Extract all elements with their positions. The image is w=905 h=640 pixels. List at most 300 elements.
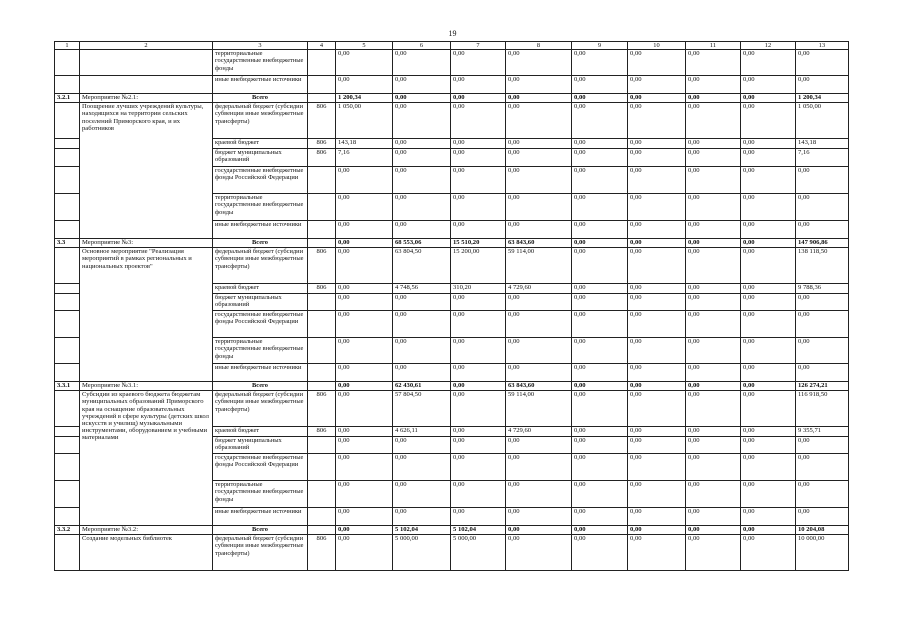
- code-cell: [308, 50, 336, 76]
- amount-cell: 0,00: [628, 294, 686, 311]
- row-number-cell: [55, 481, 80, 508]
- amount-cell: 59 114,00: [506, 391, 572, 427]
- amount-cell: 0,00: [572, 50, 628, 76]
- amount-cell: 0,00: [572, 454, 628, 481]
- measure-name-cell: Основное мероприятие "Реализация мероприятий в рамках региональных и национальных проектов": [80, 248, 213, 382]
- amount-cell: 0,00: [506, 50, 572, 76]
- amount-cell: 0,00: [628, 167, 686, 194]
- amount-cell: 0,00: [336, 50, 393, 76]
- amount-cell: 0,00: [572, 194, 628, 221]
- funding-source-cell: бюджет муниципальных образований: [213, 294, 308, 311]
- amount-cell: 0,00: [741, 508, 796, 526]
- amount-cell: 0,00: [451, 481, 506, 508]
- amount-cell: 0,00: [686, 103, 741, 139]
- amount-cell: 0,00: [741, 382, 796, 391]
- code-cell: 806: [308, 535, 336, 571]
- code-cell: 806: [308, 248, 336, 284]
- amount-cell: 0,00: [393, 76, 451, 94]
- code-cell: [308, 76, 336, 94]
- funding-source-cell: иные внебюджетные источники: [213, 76, 308, 94]
- amount-cell: 0,00: [572, 284, 628, 294]
- measure-name-cell: Мероприятие №3.1:: [80, 382, 213, 391]
- table-row: [55, 103, 849, 139]
- measure-name-cell: Мероприятие №3:: [80, 239, 213, 248]
- amount-cell: 0,00: [506, 167, 572, 194]
- amount-cell: 0,00: [336, 481, 393, 508]
- amount-cell: 0,00: [506, 103, 572, 139]
- amount-cell: 0,00: [796, 454, 849, 481]
- amount-cell: 0,00: [796, 221, 849, 239]
- amount-cell: 0,00: [741, 364, 796, 382]
- table-row: [55, 76, 849, 94]
- amount-cell: 4 729,60: [506, 427, 572, 437]
- amount-cell: 0,00: [628, 427, 686, 437]
- code-cell: [308, 454, 336, 481]
- row-number-cell: [55, 50, 80, 76]
- amount-cell: 0,00: [628, 149, 686, 167]
- row-number-cell: [55, 454, 80, 481]
- funding-source-cell: иные внебюджетные источники: [213, 364, 308, 382]
- funding-source-cell: государственные внебюджетные фонды Российской Федерации: [213, 311, 308, 338]
- amount-cell: 0,00: [741, 103, 796, 139]
- amount-cell: 0,00: [451, 194, 506, 221]
- amount-cell: 0,00: [572, 364, 628, 382]
- amount-cell: 62 430,61: [393, 382, 451, 391]
- amount-cell: 0,00: [393, 221, 451, 239]
- amount-cell: 0,00: [741, 535, 796, 571]
- amount-cell: 0,00: [686, 526, 741, 535]
- amount-cell: 0,00: [506, 311, 572, 338]
- code-cell: 806: [308, 139, 336, 149]
- amount-cell: 0,00: [741, 239, 796, 248]
- amount-cell: 0,00: [686, 76, 741, 94]
- amount-cell: 7,16: [336, 149, 393, 167]
- amount-cell: 0,00: [796, 76, 849, 94]
- amount-cell: 0,00: [451, 311, 506, 338]
- amount-cell: 0,00: [796, 508, 849, 526]
- measure-name-cell: Мероприятие №3.2:: [80, 526, 213, 535]
- amount-cell: 0,00: [451, 454, 506, 481]
- code-cell: [308, 364, 336, 382]
- header-cell: 7: [451, 42, 506, 50]
- header-cell: 9: [572, 42, 628, 50]
- header-cell: 5: [336, 42, 393, 50]
- amount-cell: 0,00: [336, 382, 393, 391]
- measure-name-cell: [80, 50, 213, 76]
- amount-cell: 0,00: [451, 338, 506, 364]
- amount-cell: 0,00: [686, 221, 741, 239]
- amount-cell: 0,00: [451, 94, 506, 103]
- amount-cell: 0,00: [393, 167, 451, 194]
- amount-cell: 0,00: [451, 382, 506, 391]
- funding-source-cell: краевой бюджет: [213, 427, 308, 437]
- amount-cell: 0,00: [628, 454, 686, 481]
- amount-cell: 0,00: [572, 221, 628, 239]
- amount-cell: 0,00: [741, 427, 796, 437]
- amount-cell: 0,00: [628, 364, 686, 382]
- amount-cell: 0,00: [506, 76, 572, 94]
- table-row: [55, 526, 849, 535]
- amount-cell: 0,00: [741, 50, 796, 76]
- code-cell: [308, 338, 336, 364]
- amount-cell: 0,00: [796, 481, 849, 508]
- amount-cell: 0,00: [572, 139, 628, 149]
- amount-cell: 0,00: [628, 284, 686, 294]
- funding-source-cell: Всего: [213, 94, 308, 103]
- measure-name-cell: Мероприятие №2.1:: [80, 94, 213, 103]
- row-number-cell: [55, 221, 80, 239]
- amount-cell: 15 510,20: [451, 239, 506, 248]
- amount-cell: 0,00: [796, 364, 849, 382]
- amount-cell: 9 355,71: [796, 427, 849, 437]
- funding-source-cell: территориальные государственные внебюджетные фонды: [213, 338, 308, 364]
- amount-cell: 0,00: [506, 508, 572, 526]
- header-cell: 13: [796, 42, 849, 50]
- amount-cell: 0,00: [741, 94, 796, 103]
- amount-cell: 0,00: [796, 437, 849, 454]
- amount-cell: 0,00: [686, 139, 741, 149]
- amount-cell: 0,00: [336, 194, 393, 221]
- amount-cell: 0,00: [336, 167, 393, 194]
- amount-cell: 0,00: [506, 338, 572, 364]
- amount-cell: 0,00: [741, 139, 796, 149]
- amount-cell: 0,00: [628, 50, 686, 76]
- amount-cell: 0,00: [336, 311, 393, 338]
- amount-cell: 0,00: [572, 294, 628, 311]
- code-cell: 806: [308, 427, 336, 437]
- amount-cell: 0,00: [393, 294, 451, 311]
- amount-cell: 0,00: [451, 50, 506, 76]
- amount-cell: 0,00: [686, 382, 741, 391]
- amount-cell: 5 102,04: [451, 526, 506, 535]
- funding-source-cell: федеральный бюджет (субсидии субвенции иные межбюджетные трансферты): [213, 248, 308, 284]
- amount-cell: 0,00: [686, 535, 741, 571]
- code-cell: [308, 526, 336, 535]
- amount-cell: 0,00: [506, 364, 572, 382]
- amount-cell: 0,00: [451, 139, 506, 149]
- amount-cell: 0,00: [336, 284, 393, 294]
- amount-cell: 116 918,50: [796, 391, 849, 427]
- amount-cell: 0,00: [628, 194, 686, 221]
- measure-name-cell: Субсидии из краевого бюджета бюджетам муниципальных образований Приморского края на оснащение образовательных учреждений в сфере культуры (детских школ искусств и училищ) музыкальными инструментами, оборудованием и учебными материалами: [80, 391, 213, 526]
- amount-cell: 0,00: [451, 508, 506, 526]
- row-number-cell: [55, 248, 80, 284]
- measure-name-cell: Поощрение лучших учреждений культуры, находящихся на территории сельских поселений Приморского края, и их работников: [80, 103, 213, 239]
- row-number-cell: [55, 139, 80, 149]
- amount-cell: 0,00: [336, 221, 393, 239]
- amount-cell: 0,00: [572, 338, 628, 364]
- amount-cell: 0,00: [572, 427, 628, 437]
- amount-cell: 0,00: [393, 454, 451, 481]
- amount-cell: 0,00: [572, 248, 628, 284]
- table-row: [55, 50, 849, 76]
- measure-name-cell: Создание модельных библиотек: [80, 535, 213, 571]
- row-number-cell: [55, 391, 80, 427]
- amount-cell: 0,00: [506, 221, 572, 239]
- amount-cell: 0,00: [628, 535, 686, 571]
- funding-source-cell: бюджет муниципальных образований: [213, 437, 308, 454]
- amount-cell: 0,00: [336, 508, 393, 526]
- amount-cell: 0,00: [572, 535, 628, 571]
- amount-cell: 1 200,34: [336, 94, 393, 103]
- amount-cell: 0,00: [796, 311, 849, 338]
- amount-cell: 57 804,50: [393, 391, 451, 427]
- code-cell: [308, 382, 336, 391]
- amount-cell: 0,00: [686, 248, 741, 284]
- amount-cell: 0,00: [741, 391, 796, 427]
- amount-cell: 310,20: [451, 284, 506, 294]
- amount-cell: 143,18: [336, 139, 393, 149]
- amount-cell: 0,00: [741, 167, 796, 194]
- amount-cell: 0,00: [336, 437, 393, 454]
- funding-source-cell: территориальные государственные внебюджетные фонды: [213, 481, 308, 508]
- amount-cell: 0,00: [451, 294, 506, 311]
- amount-cell: 0,00: [393, 94, 451, 103]
- amount-cell: 63 843,60: [506, 239, 572, 248]
- amount-cell: 0,00: [741, 311, 796, 338]
- amount-cell: 0,00: [796, 294, 849, 311]
- header-cell: 6: [393, 42, 451, 50]
- code-cell: 806: [308, 103, 336, 139]
- amount-cell: 63 804,50: [393, 248, 451, 284]
- amount-cell: 0,00: [686, 391, 741, 427]
- header-cell: 1: [55, 42, 80, 50]
- amount-cell: 0,00: [393, 481, 451, 508]
- row-number-cell: [55, 311, 80, 338]
- amount-cell: 0,00: [506, 535, 572, 571]
- amount-cell: 0,00: [628, 139, 686, 149]
- funding-source-cell: бюджет муниципальных образований: [213, 149, 308, 167]
- amount-cell: 0,00: [628, 221, 686, 239]
- amount-cell: 10 204,08: [796, 526, 849, 535]
- code-cell: [308, 311, 336, 338]
- row-number-cell: [55, 338, 80, 364]
- amount-cell: 0,00: [686, 508, 741, 526]
- amount-cell: 0,00: [572, 94, 628, 103]
- amount-cell: 0,00: [686, 149, 741, 167]
- amount-cell: 0,00: [336, 239, 393, 248]
- amount-cell: 0,00: [686, 454, 741, 481]
- amount-cell: 0,00: [506, 139, 572, 149]
- amount-cell: 0,00: [393, 149, 451, 167]
- amount-cell: 0,00: [741, 481, 796, 508]
- header-cell: 3: [213, 42, 308, 50]
- amount-cell: 126 274,21: [796, 382, 849, 391]
- row-number-cell: [55, 149, 80, 167]
- amount-cell: 0,00: [686, 284, 741, 294]
- table-row: [55, 391, 849, 427]
- amount-cell: 0,00: [741, 294, 796, 311]
- amount-cell: 0,00: [741, 194, 796, 221]
- amount-cell: 0,00: [572, 103, 628, 139]
- amount-cell: 0,00: [686, 427, 741, 437]
- amount-cell: 0,00: [686, 194, 741, 221]
- row-number-cell: [55, 427, 80, 437]
- funding-source-cell: Всего: [213, 526, 308, 535]
- amount-cell: 0,00: [572, 391, 628, 427]
- funding-source-cell: государственные внебюджетные фонды Российской Федерации: [213, 167, 308, 194]
- amount-cell: 15 200,00: [451, 248, 506, 284]
- row-number-cell: [55, 76, 80, 94]
- amount-cell: 0,00: [393, 194, 451, 221]
- row-number-cell: [55, 364, 80, 382]
- header-cell: 2: [80, 42, 213, 50]
- code-cell: 806: [308, 149, 336, 167]
- amount-cell: 0,00: [686, 437, 741, 454]
- amount-cell: 0,00: [628, 76, 686, 94]
- amount-cell: 0,00: [451, 167, 506, 194]
- funding-source-cell: федеральный бюджет (субсидии субвенции иные межбюджетные трансферты): [213, 391, 308, 427]
- amount-cell: 138 118,50: [796, 248, 849, 284]
- amount-cell: 0,00: [628, 382, 686, 391]
- code-cell: [308, 167, 336, 194]
- amount-cell: 0,00: [506, 481, 572, 508]
- amount-cell: 0,00: [796, 194, 849, 221]
- code-cell: [308, 239, 336, 248]
- amount-cell: 0,00: [741, 526, 796, 535]
- amount-cell: 147 906,86: [796, 239, 849, 248]
- row-number-cell: 3.3.1: [55, 382, 80, 391]
- amount-cell: 0,00: [741, 454, 796, 481]
- row-number-cell: 3.3.2: [55, 526, 80, 535]
- amount-cell: 0,00: [628, 94, 686, 103]
- amount-cell: 0,00: [741, 437, 796, 454]
- amount-cell: 0,00: [451, 103, 506, 139]
- amount-cell: 0,00: [796, 338, 849, 364]
- amount-cell: 0,00: [686, 50, 741, 76]
- amount-cell: 0,00: [628, 338, 686, 364]
- amount-cell: 0,00: [628, 508, 686, 526]
- amount-cell: 0,00: [628, 103, 686, 139]
- amount-cell: 0,00: [572, 149, 628, 167]
- amount-cell: 0,00: [451, 76, 506, 94]
- row-number-cell: 3.3: [55, 239, 80, 248]
- amount-cell: 0,00: [393, 338, 451, 364]
- amount-cell: 63 843,60: [506, 382, 572, 391]
- amount-cell: 0,00: [686, 294, 741, 311]
- amount-cell: 68 553,06: [393, 239, 451, 248]
- funding-source-cell: территориальные государственные внебюджетные фонды: [213, 194, 308, 221]
- amount-cell: 1 200,34: [796, 94, 849, 103]
- code-cell: [308, 437, 336, 454]
- amount-cell: 0,00: [741, 284, 796, 294]
- amount-cell: 0,00: [572, 311, 628, 338]
- header-cell: 11: [686, 42, 741, 50]
- funding-source-cell: федеральный бюджет (субсидии субвенции иные межбюджетные трансферты): [213, 535, 308, 571]
- amount-cell: 0,00: [336, 76, 393, 94]
- amount-cell: 0,00: [686, 311, 741, 338]
- amount-cell: 0,00: [336, 391, 393, 427]
- funding-source-cell: территориальные государственные внебюджетные фонды: [213, 50, 308, 76]
- row-number-cell: [55, 194, 80, 221]
- amount-cell: 0,00: [451, 364, 506, 382]
- amount-cell: 143,18: [796, 139, 849, 149]
- amount-cell: 7,16: [796, 149, 849, 167]
- amount-cell: 0,00: [686, 94, 741, 103]
- amount-cell: 5 000,00: [451, 535, 506, 571]
- funding-source-cell: иные внебюджетные источники: [213, 508, 308, 526]
- amount-cell: 0,00: [686, 338, 741, 364]
- row-number-cell: [55, 508, 80, 526]
- amount-cell: 0,00: [572, 382, 628, 391]
- amount-cell: 0,00: [628, 311, 686, 338]
- amount-cell: 4 729,60: [506, 284, 572, 294]
- amount-cell: 0,00: [451, 427, 506, 437]
- header-row: [55, 42, 849, 50]
- amount-cell: 0,00: [393, 103, 451, 139]
- row-number-cell: 3.2.1: [55, 94, 80, 103]
- code-cell: [308, 481, 336, 508]
- amount-cell: 0,00: [393, 508, 451, 526]
- amount-cell: 0,00: [628, 391, 686, 427]
- row-number-cell: [55, 294, 80, 311]
- header-cell: 12: [741, 42, 796, 50]
- row-number-cell: [55, 284, 80, 294]
- code-cell: 806: [308, 391, 336, 427]
- amount-cell: 0,00: [336, 427, 393, 437]
- amount-cell: 0,00: [336, 338, 393, 364]
- amount-cell: 1 050,00: [336, 103, 393, 139]
- amount-cell: 0,00: [506, 526, 572, 535]
- amount-cell: 0,00: [741, 338, 796, 364]
- amount-cell: 0,00: [572, 76, 628, 94]
- header-cell: 8: [506, 42, 572, 50]
- table-row: [55, 382, 849, 391]
- amount-cell: 0,00: [686, 167, 741, 194]
- table-row: [55, 535, 849, 571]
- code-cell: [308, 221, 336, 239]
- row-number-cell: [55, 167, 80, 194]
- amount-cell: 0,00: [686, 239, 741, 248]
- amount-cell: 0,00: [741, 221, 796, 239]
- amount-cell: 0,00: [336, 364, 393, 382]
- amount-cell: 0,00: [572, 481, 628, 508]
- code-cell: [308, 94, 336, 103]
- row-number-cell: [55, 437, 80, 454]
- amount-cell: 0,00: [336, 454, 393, 481]
- amount-cell: 0,00: [506, 94, 572, 103]
- amount-cell: 10 000,00: [796, 535, 849, 571]
- amount-cell: 0,00: [506, 437, 572, 454]
- amount-cell: 0,00: [506, 294, 572, 311]
- amount-cell: 4 748,56: [393, 284, 451, 294]
- amount-cell: 5 102,04: [393, 526, 451, 535]
- amount-cell: 0,00: [451, 437, 506, 454]
- amount-cell: 0,00: [686, 481, 741, 508]
- amount-cell: 0,00: [628, 526, 686, 535]
- amount-cell: 0,00: [572, 508, 628, 526]
- amount-cell: 0,00: [572, 437, 628, 454]
- funding-source-cell: Всего: [213, 239, 308, 248]
- amount-cell: 4 626,11: [393, 427, 451, 437]
- amount-cell: 5 000,00: [393, 535, 451, 571]
- amount-cell: 0,00: [336, 526, 393, 535]
- amount-cell: 0,00: [336, 535, 393, 571]
- header-cell: 4: [308, 42, 336, 50]
- table-row: [55, 248, 849, 284]
- amount-cell: 0,00: [572, 167, 628, 194]
- row-number-cell: [55, 103, 80, 139]
- amount-cell: 0,00: [628, 481, 686, 508]
- amount-cell: 0,00: [451, 149, 506, 167]
- funding-source-cell: краевой бюджет: [213, 139, 308, 149]
- amount-cell: 0,00: [741, 149, 796, 167]
- amount-cell: 0,00: [686, 364, 741, 382]
- measure-name-cell: [80, 76, 213, 94]
- table-row: [55, 94, 849, 103]
- funding-source-cell: федеральный бюджет (субсидии субвенции иные межбюджетные трансферты): [213, 103, 308, 139]
- code-cell: [308, 508, 336, 526]
